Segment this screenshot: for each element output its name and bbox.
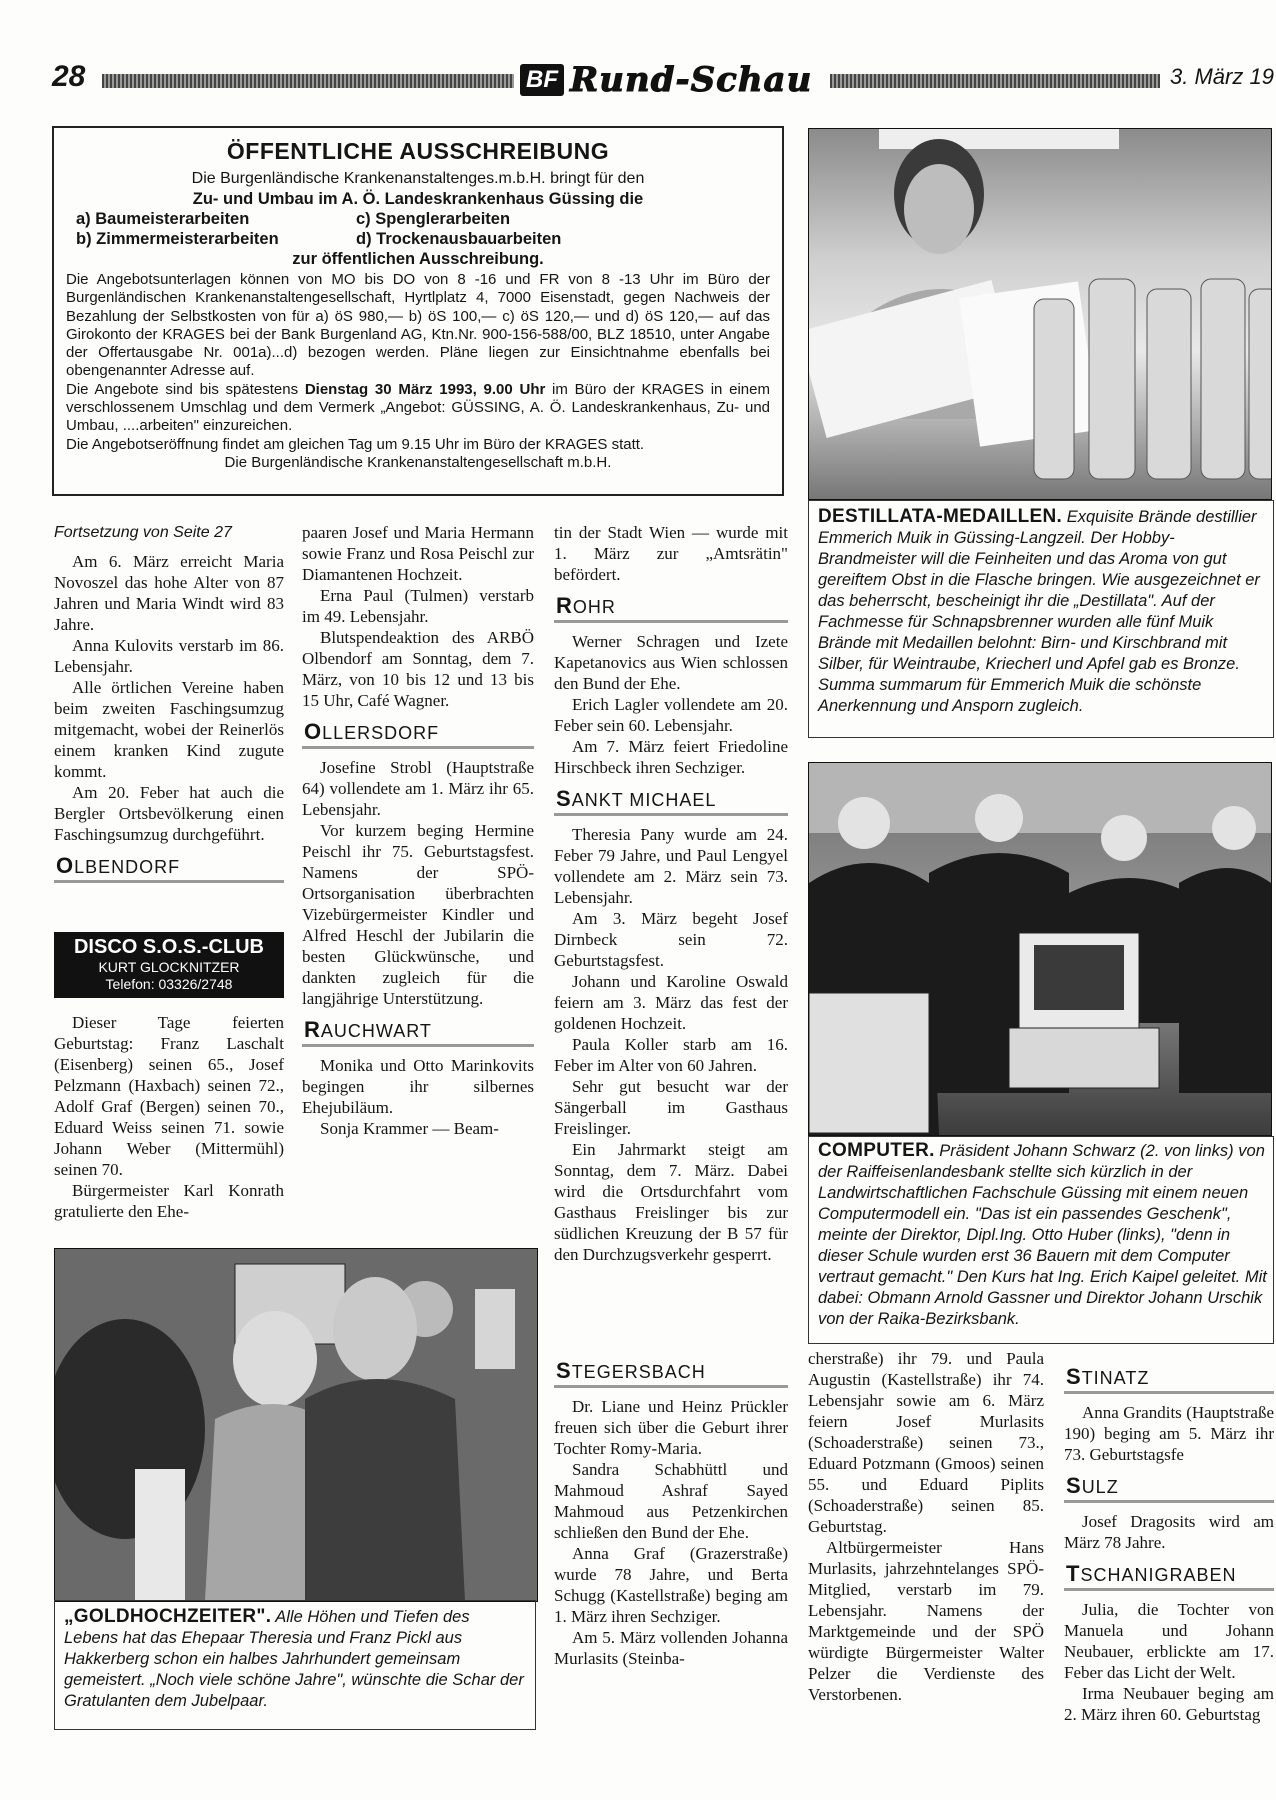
section-heading-olbendorf (54, 853, 284, 883)
column-6 (1064, 1356, 1274, 1725)
article-paragraph: Sehr gut besucht war der Sängerball im Gasthaus Freislinger. (554, 1077, 788, 1138)
column-1 (54, 522, 284, 891)
destillata-caption-body: Exquisite Brände destillier Emmerich Muik in Güssing-Langzeil. Der Hobby-Brandmeister will die Feinheiten und das Aroma von gut gereiftem Obst in die Flasche bringen. Wie ausgezeichnet er das beherrscht, bescheinigt ihr die „Destillata". Auf der Fachmesse für Schnapsbrenner wurden alle fünf Muik Brände mit Medaillen belohnt: Birn- und Kirschbrand mit Silber, für Weintraube, Kriecherl und Apfel gab es Bronze. Summa summarum für Emmerich Muik die schönste Anerkennung und Ansporn zugleich. (818, 508, 1260, 715)
notice-purpose: zur öffentlichen Ausschreibung. (292, 250, 544, 268)
public-tender-notice (52, 126, 784, 496)
notice-opening: Die Angebotseröffnung findet am gleichen Tag um 9.15 Uhr im Büro der KRAGES statt. (66, 435, 645, 453)
article-paragraph: Vor kurzem beging Hermine Peischl ihr 75. Geburtstagsfest. Namens der SPÖ-Ortsorganisation überbrachten Vizebürgermeister Kindler und Alfred Heschl der Jubilarin die besten Glückwünsche, und dankten zugleich für die langjährige Unterstützung. (302, 821, 534, 1008)
computer-photo-illustration (809, 763, 1271, 1135)
article-paragraph: Monika und Otto Marinkovits begingen ihr silbernes Ehejubiläum. (302, 1056, 534, 1117)
article-paragraph: Alle örtlichen Vereine haben beim zweiten Faschingsumzug mitgemacht, wobei der Reinerlös einem kranken Kind zugute kommt. (54, 678, 284, 781)
section-initial: R (556, 593, 573, 618)
section-heading-rauchwart (302, 1017, 534, 1047)
issue-date: 3. März 19 (1170, 64, 1274, 89)
article-paragraph: Werner Schragen und Izete Kapetanovics aus Wien schlossen den Bund der Ehe. (554, 632, 788, 693)
article-paragraph: cherstraße) ihr 79. und Paula Augustin (Kastellstraße) ihr 74. Lebensjahr sowie am 6. März feiern Josef Murlasits (Schoaderstraße) seinen 73., Eduard Potzmann (Gmoos) seinen 55. und Eduard Piplits (Schoaderstraße) seinen 85. Geburtstag. (808, 1349, 1044, 1536)
article-paragraph: Anna Grandits (Hauptstraße 190) beging am 5. März ihr 73. Geburtstagsfe (1064, 1403, 1274, 1464)
article-paragraph: Sandra Schabhüttl und Mahmoud Ashraf Sayed Mahmoud aus Petzenkirchen schließen den Bund der Ehe. (554, 1460, 788, 1542)
article-paragraph: Anna Graf (Grazerstraße) wurde 78 Jahre, und Berta Schugg (Kastellstraße) beging am 1. März ihren Sechziger. (554, 1544, 788, 1626)
section-heading-sulz (1064, 1473, 1274, 1503)
goldhochzeiter-caption (64, 1606, 526, 1712)
article-paragraph: Paula Koller starb am 16. Feber im Alter von 60 Jahren. (554, 1035, 788, 1075)
notice-subject: Zu- und Umbau im A. Ö. Landeskrankenhaus Güssing die (192, 190, 644, 208)
notice-deadline (66, 381, 770, 436)
section-rest: SCHANIGRABEN (1080, 1565, 1237, 1585)
article-paragraph: Blutspendeaktion des ARBÖ Olbendorf am Sonntag, dem 7. März, von 10 bis 12 und 13 bis 15 Uhr, Café Wagner. (302, 628, 534, 710)
section-initial: S (1066, 1473, 1082, 1498)
section-initial: O (304, 719, 323, 744)
article-paragraph: Bürgermeister Karl Konrath gratulierte den Ehe- (54, 1181, 284, 1221)
section-rest: ANKT MICHAEL (571, 790, 717, 810)
section-rest: TINATZ (1081, 1368, 1150, 1388)
destillata-photo (808, 128, 1272, 500)
article-paragraph: Am 7. März feiert Friedoline Hirschbeck ihren Sechziger. (554, 737, 788, 777)
computer-photo (808, 762, 1272, 1136)
section-initial: O (56, 853, 75, 878)
goldhochzeiter-photo (54, 1248, 538, 1602)
logo-badge: BF (520, 64, 564, 96)
column-3 (554, 522, 788, 1265)
section-rest: LLERSDORF (322, 723, 440, 743)
goldhochzeiter-photo-illustration (55, 1249, 537, 1601)
section-heading-sankt-michael (554, 786, 788, 816)
disco-advertisement (54, 932, 284, 998)
article-paragraph: Dieser Tage feierten Geburtstag: Franz Laschalt (Eisenberg) seinen 65., Josef Pelzmann (Haxbach) seinen 72., Adolf Graf (Bergen) seinen 70., Eduard Weiss seinen 71. sowie Johann Weber (Mittermühl) seinen 70. (54, 1013, 284, 1179)
destillata-caption (818, 506, 1270, 717)
article-paragraph: Dr. Liane und Heinz Prückler freuen sich über die Geburt ihrer Tochter Romy-Maria. (554, 1397, 788, 1458)
notice-item: b) Zimmermeisterarbeiten (76, 230, 279, 248)
notice-item: d) Trockenausbauarbeiten (356, 230, 562, 248)
section-heading-stegersbach (554, 1358, 788, 1388)
article-paragraph: Am 20. Feber hat auch die Bergler Ortsbevölkerung einen Faschingsumzug durchgeführt. (54, 783, 284, 844)
goldhochzeiter-caption-body: Alle Höhen und Tiefen des Lebens hat das Ehepaar Theresia und Franz Pickl aus Hakkerberg schon ein halbes Jahrhundert gemeinsam gemeistert. „Noch viele schöne Jahre", wünschte die Schar der Gratulanten dem Jubelpaar. (64, 1608, 524, 1710)
continuation-note: Fortsetzung von Seite 27 (54, 524, 232, 541)
section-heading-ollersdorf (302, 719, 534, 749)
section-heading-rohr (554, 593, 788, 623)
article-paragraph: Sonja Krammer — Beam- (320, 1119, 499, 1138)
ad-phone: Telefon: 03326/2748 (105, 976, 233, 992)
section-initial: S (556, 786, 572, 811)
destillata-photo-illustration (809, 129, 1271, 499)
computer-caption-head: COMPUTER. (818, 1140, 935, 1161)
article-paragraph: Ein Jahrmarkt steigt am Sonntag, dem 7. März. Dabei wird die Ortsdurchfahrt vom Gasthaus Freislinger bis zur südlichen Kreuzung der B 57 für den Durchzugsverkehr gesperrt. (554, 1140, 788, 1264)
header-rule-left (102, 74, 514, 88)
section-initial: S (556, 1358, 572, 1383)
article-paragraph: Irma Neubauer beging am 2. März ihren 60. Geburtstag (1064, 1684, 1274, 1724)
section-initial: T (1066, 1561, 1081, 1586)
notice-items-row2 (66, 229, 770, 249)
section-initial: S (1066, 1364, 1082, 1389)
notice-item: a) Baumeisterarbeiten (76, 210, 250, 228)
deadline-text-2: im Büro der KRAGES in einem verschlossenem Umschlag und dem Vermerk „Angebot: GÜSSING, A. Ö. Landeskrankenhaus, Zu- und Umbau, ....arbeiten" einzureichen. (66, 380, 770, 435)
article-paragraph: Johann und Karoline Oswald feiern am 3. März das fest der goldenen Hochzeit. (554, 972, 788, 1033)
logo-title: Rund-Schau (570, 60, 813, 100)
column-1-continued (54, 1012, 284, 1222)
article-paragraph: Am 6. März erreicht Maria Novoszel das hohe Alter von 87 Jahren und Maria Windt wird 83 Jahre. (54, 552, 284, 634)
page-number: 28 (52, 60, 86, 93)
article-paragraph: Erna Paul (Tulmen) verstarb im 49. Lebensjahr. (302, 586, 534, 626)
section-heading-tschanigraben (1064, 1561, 1274, 1591)
ad-owner: KURT GLOCKNITZER (98, 959, 240, 975)
computer-caption-body: Präsident Johann Schwarz (2. von links) von der Raiffeisenlandesbank stellte sich kürzlich in der Landwirtschaftlichen Fachschule Güssing mit einem neuen Computermodell ein. "Das ist ein passendes Geschenk", meinte der Direktor, Dipl.Ing. Otto Huber (links), "denn in dieser Schule wurden erst 36 Bauern mit dem Computer vertraut gemacht." Den Kurs hat Ing. Erich Kaipel geleitet. Mit dabei: Obmann Arnold Gassner und Direktor Johann Urschik von der Raika-Bezirksbank. (818, 1142, 1267, 1328)
computer-caption (818, 1140, 1270, 1330)
section-initial: R (304, 1017, 321, 1042)
notice-signature: Die Burgenländische Krankenanstaltengesellschaft m.b.H. (224, 453, 612, 471)
article-paragraph: Theresia Pany wurde am 24. Feber 79 Jahre, und Paul Lengyel vollendete am 2. März sein 73. Lebensjahr. (554, 825, 788, 907)
column-stegersbach (554, 1350, 788, 1669)
masthead-logo (520, 60, 812, 100)
section-rest: AUCHWART (320, 1021, 432, 1041)
column-2 (302, 522, 534, 1139)
section-rest: OHR (572, 597, 616, 617)
ad-name: DISCO S.O.S.-CLUB (73, 936, 264, 958)
notice-intro: Die Burgenländische Krankenanstaltenges.m.b.H. bringt für den (191, 170, 645, 187)
goldhochzeiter-caption-head: „GOLDHOCHZEITER". (64, 1606, 272, 1627)
article-paragraph: tin der Stadt Wien — wurde mit 1. März zur „Amtsrätin" befördert. (554, 523, 788, 584)
section-rest: ULZ (1081, 1477, 1119, 1497)
article-paragraph: Altbürgermeister Hans Murlasits, jahrzehntelanges SPÖ-Mitglied, verstarb im 79. Lebensjahr. Namens der Marktgemeinde und der SPÖ würdigte Bürgermeister Walter Pelzer die Verdienste des Verstorbenen. (808, 1538, 1044, 1704)
notice-paragraph: Die Angebotsunterlagen können von MO bis DO von 8 -16 und FR von 8 -13 Uhr im Büro der Burgenländischen Krankenanstaltengesellschaft, Hyrtlplatz 4, 7000 Eisenstadt, gegen Nachweis der Bezahlung der Selbstkosten von für a) öS 980,— b) öS 100,— c) öS 120,— und d) öS 120,— auf das Girokonto der KRAGES bei der Bank Burgenland AG, Ktn.Nr. 900-156-588/00, BLZ 18510, unter Angabe der Offertausgabe Nr. 001a)...d) bezogen werden. Pläne liegen zur Einsichtnahme ebenfalls bei obengenannter Adresse auf. (66, 271, 770, 380)
article-paragraph: Anna Kulovits verstarb im 86. Lebensjahr. (54, 636, 284, 676)
section-rest: TEGERSBACH (571, 1362, 706, 1382)
notice-items-row1 (66, 209, 770, 229)
section-rest: LBENDORF (74, 857, 181, 877)
article-paragraph: paaren Josef und Maria Hermann sowie Franz und Rosa Peischl zur Diamantenen Hochzeit. (302, 523, 534, 584)
destillata-caption-head: DESTILLATA-MEDAILLEN. (818, 506, 1063, 527)
article-paragraph: Erich Lagler vollendete am 20. Feber sein 60. Lebensjahr. (554, 695, 788, 735)
article-paragraph: Am 3. März begeht Josef Dirnbeck sein 72. Geburtstagsfest. (554, 909, 788, 970)
deadline-date: Dienstag 30 März 1993, 9.00 Uhr (304, 380, 546, 398)
section-heading-stinatz (1064, 1364, 1274, 1394)
column-5 (808, 1348, 1044, 1705)
notice-title: ÖFFENTLICHE AUSSCHREIBUNG (226, 138, 610, 164)
article-paragraph: Am 5. März vollenden Johanna Murlasits (Steinba- (554, 1628, 788, 1668)
header-rule-right (830, 74, 1160, 88)
notice-item: c) Spenglerarbeiten (356, 210, 511, 228)
article-paragraph: Josef Dragosits wird am März 78 Jahre. (1064, 1512, 1274, 1552)
article-paragraph: Josefine Strobl (Hauptstraße 64) vollendete am 1. März ihr 65. Lebensjahr. (302, 758, 534, 819)
deadline-text: Die Angebote sind bis spätestens (66, 380, 305, 398)
article-paragraph: Julia, die Tochter von Manuela und Johann Neubauer, erblickte am 17. Feber das Licht der Welt. (1064, 1600, 1274, 1682)
